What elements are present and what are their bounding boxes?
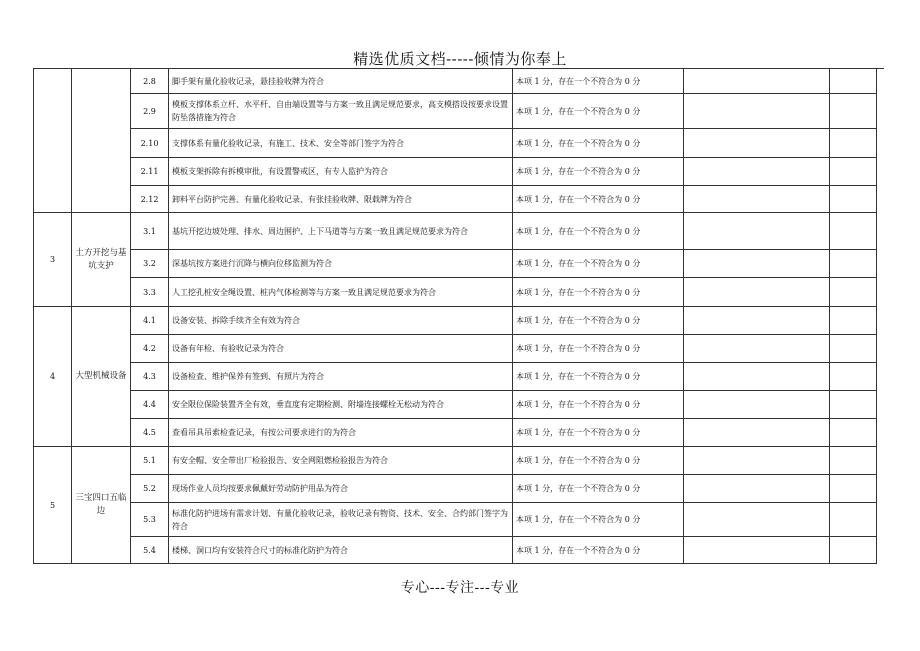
category-number: 4 xyxy=(34,307,72,447)
remark-cell xyxy=(830,69,877,94)
requirement-text: 设备有年检、有验收记录为符合 xyxy=(169,335,513,363)
scoring-rule: 本项 1 分，存在一个不符合为 0 分 xyxy=(513,94,684,129)
page-footer: 专心---专注---专业 xyxy=(400,580,520,596)
requirement-text: 查看吊具吊索检查记录，有按公司要求进行的为符合 xyxy=(169,419,513,447)
remark-cell xyxy=(830,213,877,250)
requirement-text: 人工挖孔桩安全绳设置、桩内气体检测等与方案一致且满足规范要求为符合 xyxy=(169,278,513,307)
requirement-text: 楼梯、洞口均有安装符合尺寸的标准化防护为符合 xyxy=(169,537,513,564)
table-row xyxy=(34,503,877,537)
table-row xyxy=(34,94,877,129)
item-number: 4.4 xyxy=(131,391,169,419)
score-cell xyxy=(684,363,830,391)
item-number: 2.8 xyxy=(131,69,169,94)
item-number: 5.3 xyxy=(131,503,169,537)
category-name: 大型机械设备 xyxy=(72,307,131,447)
remark-cell xyxy=(830,419,877,447)
table-row xyxy=(34,447,877,475)
scoring-rule: 本项 1 分，存在一个不符合为 0 分 xyxy=(513,447,684,475)
score-cell xyxy=(684,250,830,278)
category-name xyxy=(72,69,131,213)
table-row xyxy=(34,307,877,335)
category-number xyxy=(34,69,72,213)
table-row xyxy=(34,69,877,94)
table-row xyxy=(34,213,877,250)
requirement-text: 脚手架有量化验收记录，悬挂验收牌为符合 xyxy=(169,69,513,94)
remark-cell xyxy=(830,94,877,129)
requirement-text: 标准化防护进场有需求计划、有量化验收记录，验收记录有物资、技术、安全、合约部门签字为符合 xyxy=(169,503,513,537)
scoring-rule: 本项 1 分，存在一个不符合为 0 分 xyxy=(513,129,684,158)
inspection-table xyxy=(33,68,877,564)
scoring-rule: 本项 1 分，存在一个不符合为 0 分 xyxy=(513,363,684,391)
requirement-text: 设备检查、维护保养有签到、有照片为符合 xyxy=(169,363,513,391)
item-number: 2.9 xyxy=(131,94,169,129)
category-number: 3 xyxy=(34,213,72,307)
remark-cell xyxy=(830,158,877,186)
item-number: 4.5 xyxy=(131,419,169,447)
score-cell xyxy=(684,391,830,419)
score-cell xyxy=(684,475,830,503)
scoring-rule: 本项 1 分，存在一个不符合为 0 分 xyxy=(513,278,684,307)
score-cell xyxy=(684,213,830,250)
requirement-text: 安全限位保险装置齐全有效，垂直度有定期检测、附墙连接螺栓无松动为符合 xyxy=(169,391,513,419)
remark-cell xyxy=(830,475,877,503)
table-row xyxy=(34,537,877,564)
table-row xyxy=(34,250,877,278)
remark-cell xyxy=(830,537,877,564)
scoring-rule: 本项 1 分，存在一个不符合为 0 分 xyxy=(513,250,684,278)
item-number: 3.1 xyxy=(131,213,169,250)
remark-cell xyxy=(830,447,877,475)
remark-cell xyxy=(830,186,877,213)
item-number: 2.11 xyxy=(131,158,169,186)
category-name: 三宝四口五临边 xyxy=(72,447,131,564)
item-number: 4.2 xyxy=(131,335,169,363)
item-number: 3.2 xyxy=(131,250,169,278)
score-cell xyxy=(684,335,830,363)
requirement-text: 卸料平台防护完善、有量化验收记录、有张挂验收牌、限载牌为符合 xyxy=(169,186,513,213)
scoring-rule: 本项 1 分，存在一个不符合为 0 分 xyxy=(513,503,684,537)
table-row xyxy=(34,363,877,391)
requirement-text: 基坑开挖边坡处理、排水、周边围护、上下马道等与方案一致且满足规范要求为符合 xyxy=(169,213,513,250)
scoring-rule: 本项 1 分，存在一个不符合为 0 分 xyxy=(513,158,684,186)
table-row xyxy=(34,391,877,419)
scoring-rule: 本项 1 分，存在一个不符合为 0 分 xyxy=(513,69,684,94)
scoring-rule: 本项 1 分，存在一个不符合为 0 分 xyxy=(513,186,684,213)
scoring-rule: 本项 1 分，存在一个不符合为 0 分 xyxy=(513,537,684,564)
score-cell xyxy=(684,69,830,94)
table-row xyxy=(34,335,877,363)
score-cell xyxy=(684,503,830,537)
table-edge-tick xyxy=(876,68,884,69)
remark-cell xyxy=(830,335,877,363)
table-row xyxy=(34,419,877,447)
score-cell xyxy=(684,186,830,213)
table-row xyxy=(34,475,877,503)
scoring-rule: 本项 1 分，存在一个不符合为 0 分 xyxy=(513,213,684,250)
requirement-text: 深基坑按方案进行沉降与横向位移监测为符合 xyxy=(169,250,513,278)
scoring-rule: 本项 1 分，存在一个不符合为 0 分 xyxy=(513,419,684,447)
item-number: 4.3 xyxy=(131,363,169,391)
remark-cell xyxy=(830,391,877,419)
scoring-rule: 本项 1 分，存在一个不符合为 0 分 xyxy=(513,475,684,503)
table-row xyxy=(34,158,877,186)
remark-cell xyxy=(830,503,877,537)
score-cell xyxy=(684,537,830,564)
table-row xyxy=(34,278,877,307)
score-cell xyxy=(684,94,830,129)
remark-cell xyxy=(830,129,877,158)
page-header: 精选优质文档-----倾情为你奉上 xyxy=(353,50,567,68)
requirement-text: 现场作业人员均按要求佩戴好劳动防护用品为符合 xyxy=(169,475,513,503)
requirement-text: 模板支架拆除有拆模审批，有设置警戒区，有专人监护为符合 xyxy=(169,158,513,186)
score-cell xyxy=(684,158,830,186)
item-number: 5.2 xyxy=(131,475,169,503)
requirement-text: 设备安装、拆除手续齐全有效为符合 xyxy=(169,307,513,335)
scoring-rule: 本项 1 分，存在一个不符合为 0 分 xyxy=(513,307,684,335)
item-number: 5.4 xyxy=(131,537,169,564)
score-cell xyxy=(684,129,830,158)
requirement-text: 有安全帽、安全带出厂检验报告、安全网阻燃检验报告为符合 xyxy=(169,447,513,475)
category-number: 5 xyxy=(34,447,72,564)
score-cell xyxy=(684,419,830,447)
remark-cell xyxy=(830,250,877,278)
item-number: 5.1 xyxy=(131,447,169,475)
scoring-rule: 本项 1 分，存在一个不符合为 0 分 xyxy=(513,391,684,419)
remark-cell xyxy=(830,278,877,307)
item-number: 2.12 xyxy=(131,186,169,213)
remark-cell xyxy=(830,307,877,335)
category-name: 土方开挖与基坑支护 xyxy=(72,213,131,307)
remark-cell xyxy=(830,363,877,391)
scoring-rule: 本项 1 分，存在一个不符合为 0 分 xyxy=(513,335,684,363)
item-number: 2.10 xyxy=(131,129,169,158)
requirement-text: 支撑体系有量化验收记录，有施工、技术、安全等部门签字为符合 xyxy=(169,129,513,158)
item-number: 4.1 xyxy=(131,307,169,335)
requirement-text: 模板支撑体系立杆、水平杆、自由端设置等与方案一致且满足规范要求，高支模搭设按要求设置防坠落措施为符合 xyxy=(169,94,513,129)
score-cell xyxy=(684,278,830,307)
table-row xyxy=(34,129,877,158)
score-cell xyxy=(684,447,830,475)
table-row xyxy=(34,186,877,213)
item-number: 3.3 xyxy=(131,278,169,307)
score-cell xyxy=(684,307,830,335)
